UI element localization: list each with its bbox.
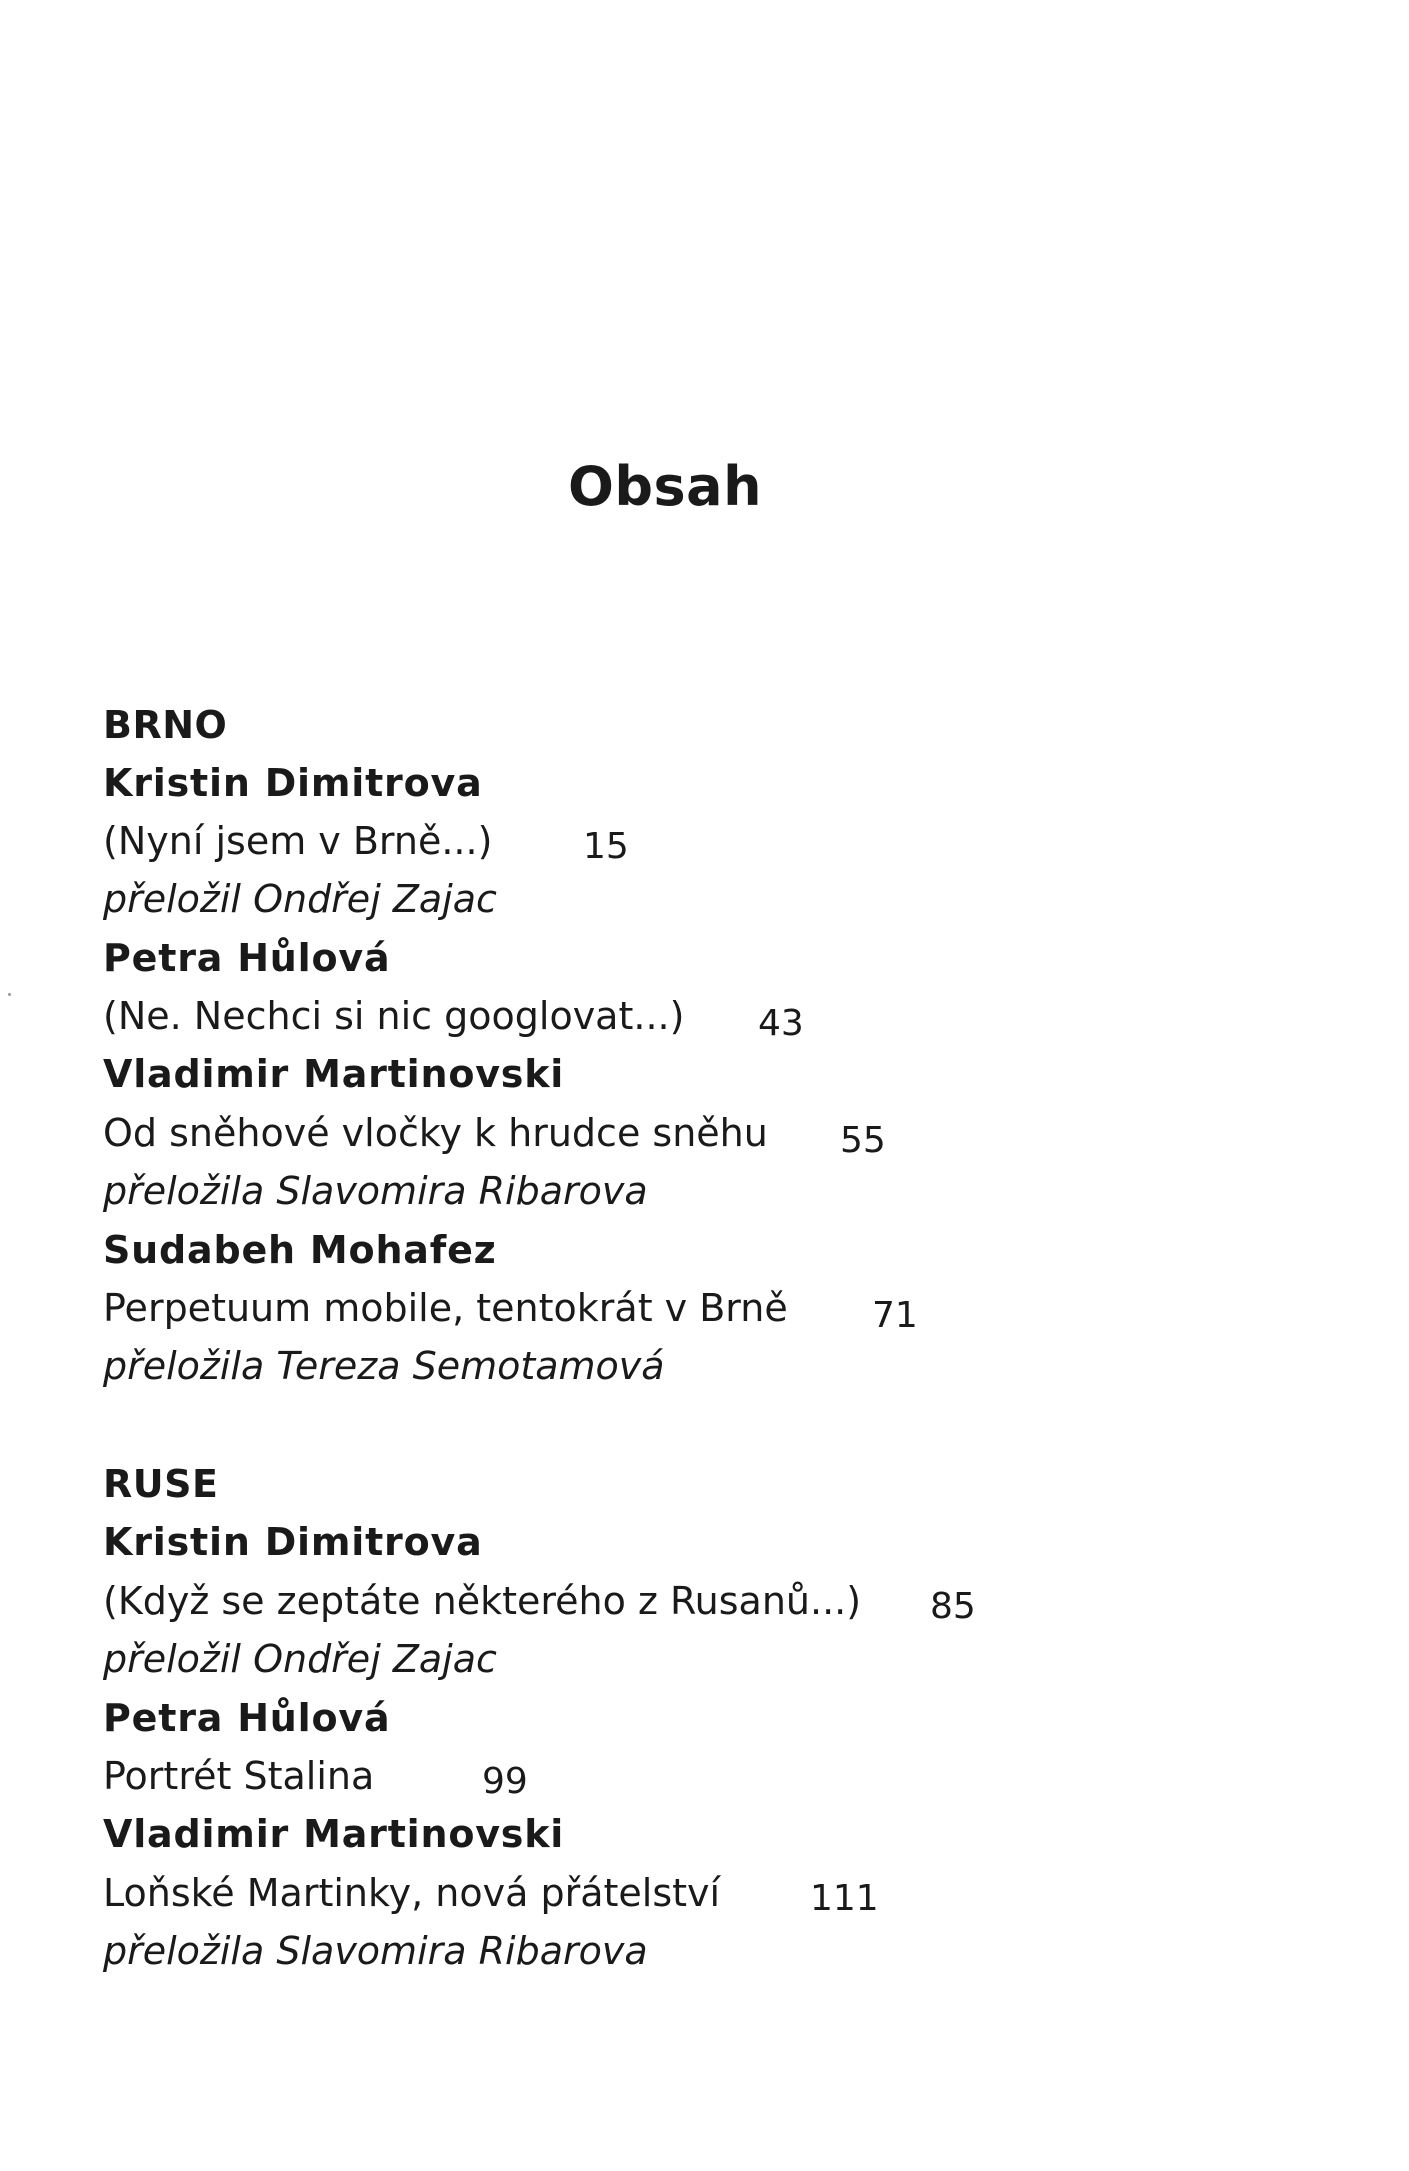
toc-page-number: 55: [840, 1120, 886, 1161]
toc-work-title: Loňské Martinky, nová přátelství: [103, 1871, 721, 1915]
toc-author: Vladimir Martinovski: [103, 1052, 565, 1096]
toc-work-title: (Nyní jsem v Brně...): [103, 819, 493, 863]
toc-work-title: (Když se zeptáte některého z Rusanů...): [103, 1579, 862, 1623]
toc-author: Petra Hůlová: [103, 1696, 391, 1740]
toc-work-title: (Ne. Nechci si nic googlovat...): [103, 994, 685, 1038]
toc-translator: přeložila Tereza Semotamová: [103, 1344, 665, 1388]
toc-author: Sudabeh Mohafez: [103, 1228, 497, 1272]
toc-translator: přeložil Ondřej Zajac: [103, 1637, 497, 1681]
toc-page-number: 15: [583, 826, 629, 867]
toc-page-number: 71: [872, 1295, 918, 1336]
toc-work-title: Perpetuum mobile, tentokrát v Brně: [103, 1286, 788, 1330]
toc-work-title: Od sněhové vločky k hrudce sněhu: [103, 1111, 768, 1155]
page-title: Obsah: [567, 455, 763, 518]
toc-author: Vladimir Martinovski: [103, 1812, 565, 1856]
toc-author: Kristin Dimitrova: [103, 1520, 483, 1564]
scan-speck: [8, 993, 11, 996]
toc-page-number: 99: [482, 1761, 528, 1802]
toc-translator: přeložil Ondřej Zajac: [103, 877, 497, 921]
toc-author: Kristin Dimitrova: [103, 761, 483, 805]
toc-translator: přeložila Slavomira Ribarova: [103, 1169, 648, 1213]
toc-page-number: 111: [810, 1878, 879, 1919]
toc-work-title: Portrét Stalina: [103, 1754, 375, 1798]
section-heading-brno: BRNO: [103, 703, 228, 747]
toc-page-number: 85: [930, 1586, 976, 1627]
toc-author: Petra Hůlová: [103, 936, 391, 980]
toc-translator: přeložila Slavomira Ribarova: [103, 1929, 648, 1973]
toc-page-number: 43: [758, 1003, 804, 1044]
section-heading-ruse: RUSE: [103, 1462, 219, 1506]
